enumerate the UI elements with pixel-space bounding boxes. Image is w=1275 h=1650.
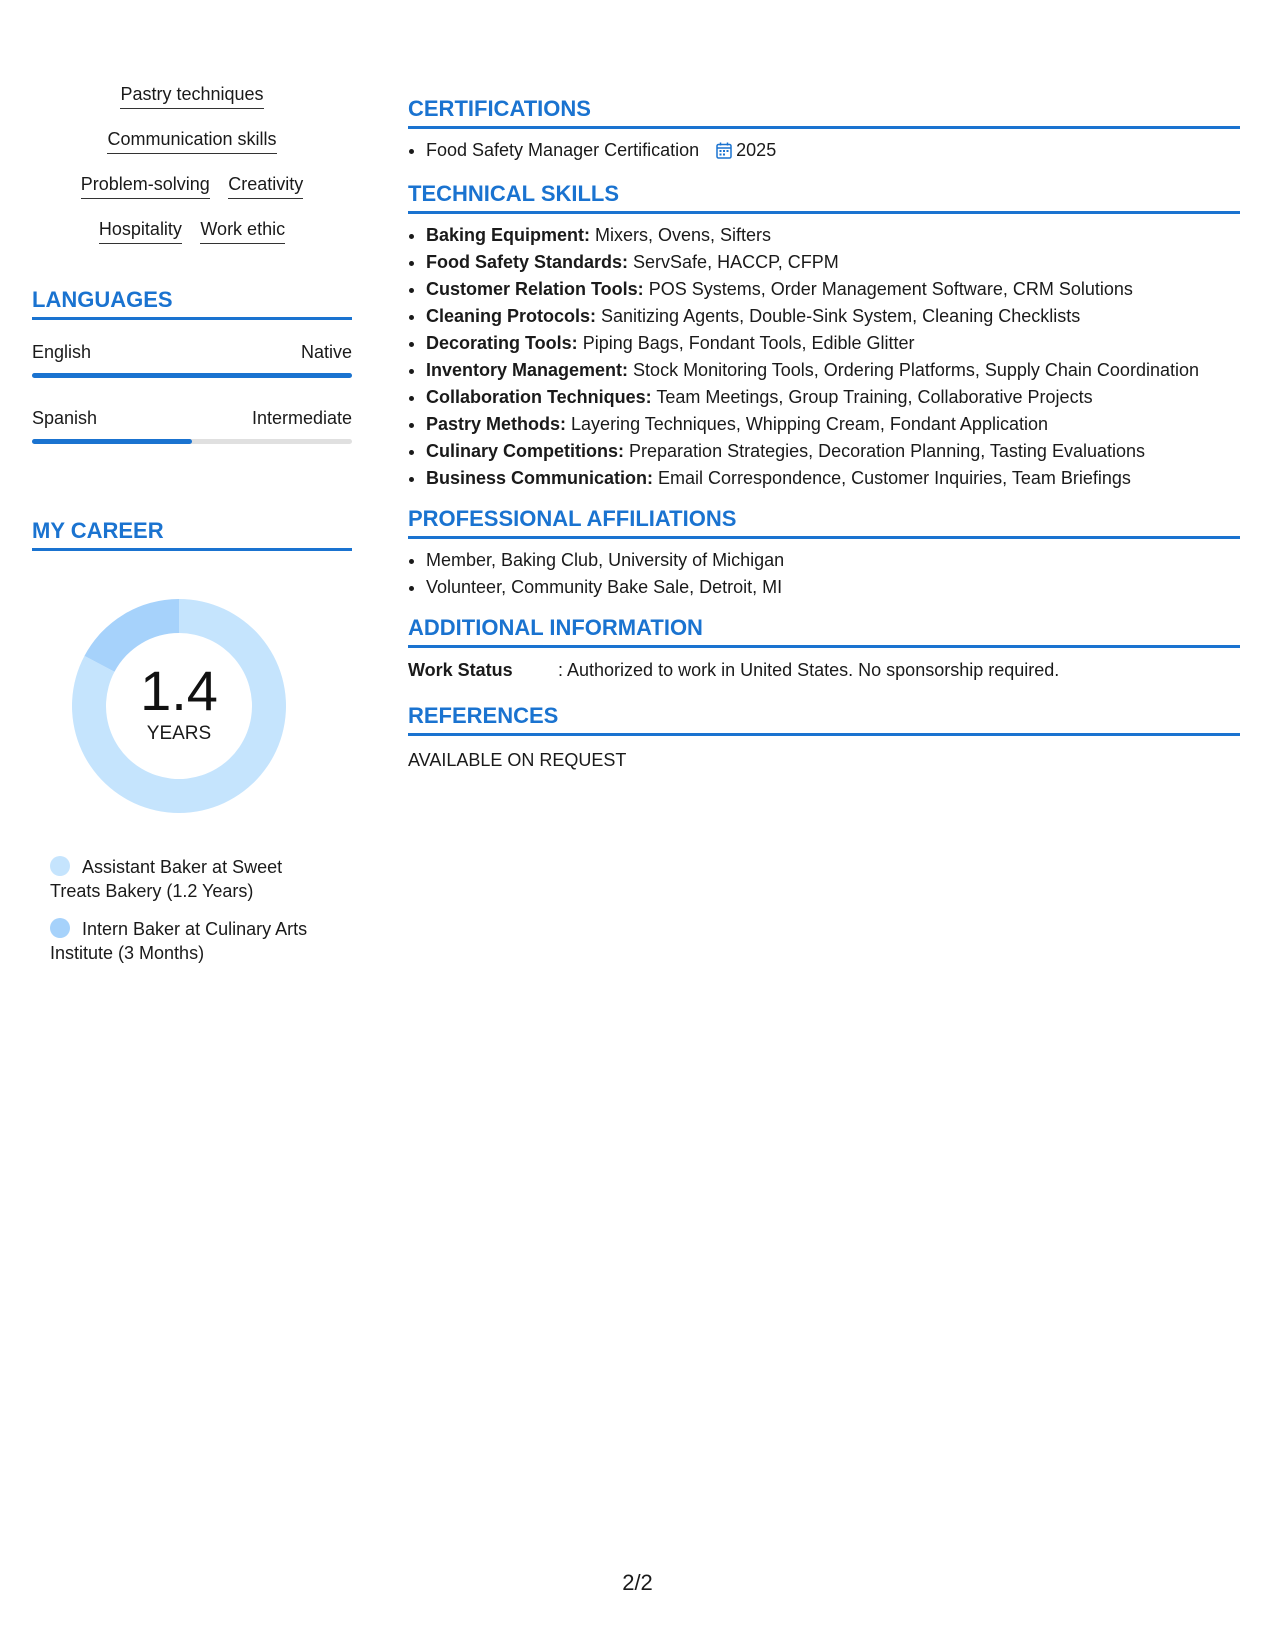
skill-category: Decorating Tools: (426, 333, 578, 353)
technical-skill-item (426, 438, 1240, 465)
skill-tag: Communication skills (107, 129, 276, 154)
language-name: English (32, 342, 92, 362)
references-text: AVAILABLE ON REQUEST (408, 750, 627, 770)
skill-values: Mixers, Ovens, Sifters (590, 225, 772, 245)
language-name: Spanish (32, 408, 98, 428)
skill-tag: Creativity (228, 174, 303, 199)
skill-values: Preparation Strategies, Decoration Planning, Tasting Evaluations (624, 441, 1145, 461)
skill-values: Layering Techniques, Whipping Cream, Fondant Application (566, 414, 1048, 434)
skills-row (32, 84, 352, 112)
certifications-section (408, 96, 1240, 167)
career-donut-chart (64, 591, 294, 821)
language-bar-fill (32, 439, 192, 444)
additional-info-title: ADDITIONAL INFORMATION (408, 615, 1240, 648)
skill-category: Customer Relation Tools: (426, 279, 644, 299)
calendar-icon (716, 140, 732, 167)
technical-skill-item (426, 330, 1240, 357)
skill-tag: Work ethic (200, 219, 285, 244)
technical-skill-item (426, 276, 1240, 303)
language-bar (32, 373, 352, 378)
career-total-value: 1.4 (140, 659, 218, 722)
work-status-value: : Authorized to work in United States. No sponsorship required. (558, 660, 1060, 680)
affiliation-item: • Member, Baking Club, University of Michigan (426, 547, 1240, 574)
skill-category: Inventory Management: (426, 360, 629, 380)
skill-tag: Pastry techniques (120, 84, 263, 109)
additional-info-section (408, 615, 1240, 681)
career-legend-item (50, 855, 330, 903)
affiliations-title: PROFESSIONAL AFFILIATIONS (408, 506, 1240, 539)
legend-dot (50, 918, 70, 938)
right-column (408, 96, 1240, 771)
technical-skill-item (426, 249, 1240, 276)
languages-title: LANGUAGES (32, 287, 352, 320)
career-legend-item (50, 917, 330, 965)
career-section (32, 518, 352, 965)
skill-values: Sanitizing Agents, Double-Sink System, Cleaning Checklists (596, 306, 1081, 326)
technical-skills-title: TECHNICAL SKILLS (408, 181, 1240, 214)
language-item (32, 342, 352, 378)
skills-row (32, 174, 352, 202)
technical-skill-item (426, 465, 1240, 492)
skills-list (32, 84, 352, 247)
skill-category: Baking Equipment: (426, 225, 591, 245)
work-status-label: Work Status (408, 660, 513, 680)
language-level: Native (300, 342, 352, 362)
affiliation-item: • Volunteer, Community Bake Sale, Detroit, MI (426, 574, 1240, 601)
technical-skill-item (426, 411, 1240, 438)
technical-skill-item (426, 222, 1240, 249)
skill-values: Email Correspondence, Customer Inquiries, Team Briefings (653, 468, 1131, 488)
page-number: 2/2 (622, 1570, 653, 1595)
career-label: Assistant Baker at Sweet Treats Bakery (1.2 Years) (50, 857, 283, 901)
skill-category: Pastry Methods: (426, 414, 567, 434)
languages-section (32, 287, 352, 444)
affiliations-section (408, 506, 1240, 601)
language-item (32, 408, 352, 444)
certification-name: Food Safety Manager Certification (426, 140, 700, 160)
skill-category: Culinary Competitions: (426, 441, 625, 461)
skill-category: Food Safety Standards: (426, 252, 629, 272)
skill-category: Business Communication: (426, 468, 654, 488)
left-column (32, 84, 352, 979)
career-label: Intern Baker at Culinary Arts Institute (3 Months) (50, 919, 308, 963)
skill-values: POS Systems, Order Management Software, CRM Solutions (643, 279, 1133, 299)
language-level: Intermediate (251, 408, 352, 428)
certifications-title: CERTIFICATIONS (408, 96, 1240, 129)
skill-values: Team Meetings, Group Training, Collaborative Projects (651, 387, 1093, 407)
skill-values: Stock Monitoring Tools, Ordering Platforms, Supply Chain Coordination (628, 360, 1199, 380)
skill-category: Collaboration Techniques: (426, 387, 652, 407)
certification-item (426, 137, 1240, 167)
certification-year: 2025 (736, 140, 777, 160)
language-bar-fill (32, 373, 352, 378)
skill-tag: Problem-solving (81, 174, 210, 199)
skill-values: Piping Bags, Fondant Tools, Edible Glitter (577, 333, 915, 353)
work-status-row (408, 660, 1240, 681)
technical-skill-item (426, 357, 1240, 384)
skill-tag: Hospitality (99, 219, 182, 244)
technical-skill-item (426, 384, 1240, 411)
references-title: REFERENCES (408, 703, 1240, 736)
references-section (408, 703, 1240, 771)
skills-row (32, 219, 352, 247)
legend-dot (50, 856, 70, 876)
language-bar (32, 439, 352, 444)
skill-category: Cleaning Protocols: (426, 306, 597, 326)
career-total-unit: YEARS (146, 723, 212, 744)
skill-values: ServSafe, HACCP, CFPM (628, 252, 839, 272)
technical-skill-item (426, 303, 1240, 330)
technical-skills-section (408, 181, 1240, 492)
career-title: MY CAREER (32, 518, 352, 551)
skills-row (32, 129, 352, 157)
career-legend (50, 855, 330, 965)
